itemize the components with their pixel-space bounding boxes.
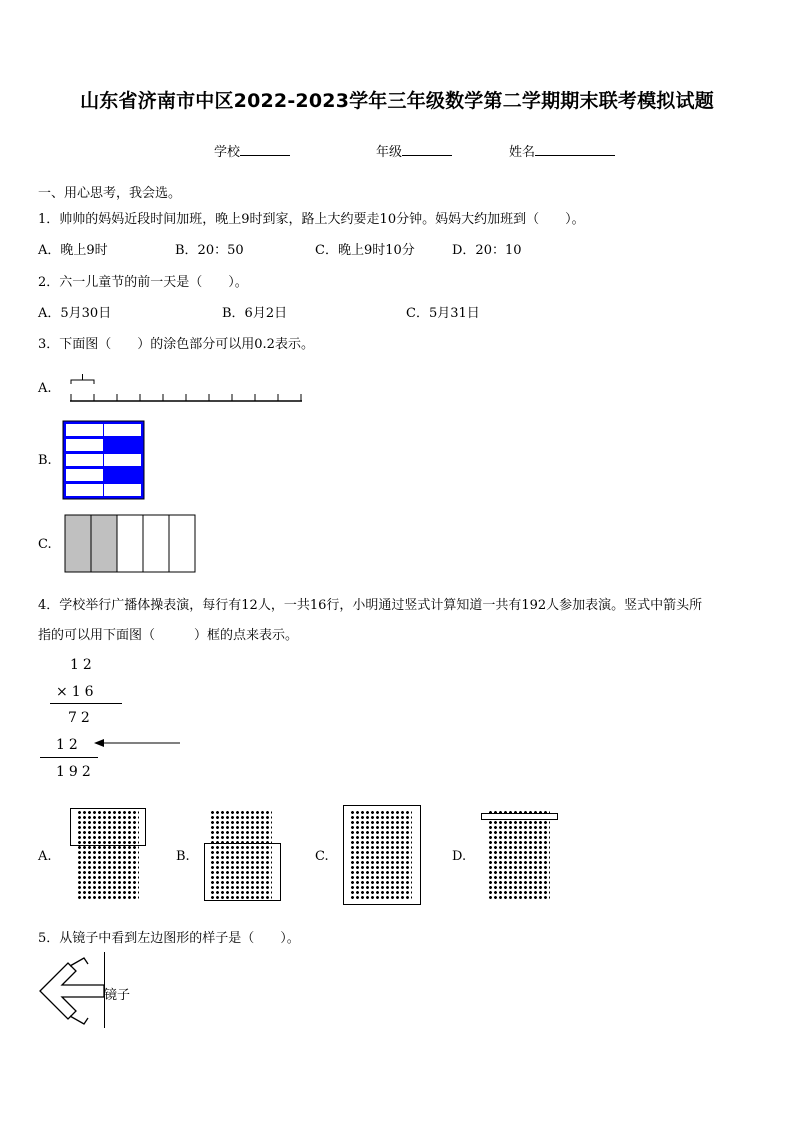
- q1-option-b[interactable]: B．20：50: [175, 243, 244, 258]
- q2-option-b[interactable]: B．6月2日: [222, 306, 288, 321]
- question-3: 3．下面图（ ）的涂色部分可以用0.2表示。: [38, 337, 314, 352]
- school-blank[interactable]: [240, 143, 290, 156]
- grade-field: [376, 141, 452, 160]
- arrow-shape-icon: [36, 954, 110, 1028]
- name-field: [509, 141, 615, 160]
- dot-frame-c: [343, 805, 421, 905]
- page-title: 山东省济南市中区2022-2023学年三年级数学第二学期期末联考模拟试题: [80, 90, 714, 112]
- dot-frame-b: [204, 843, 281, 901]
- q1-option-d[interactable]: D．20：10: [452, 243, 522, 258]
- q2-option-c[interactable]: C．5月31日: [406, 306, 480, 321]
- question-5: 5．从镜子中看到左边图形的样子是（ ）。: [38, 931, 300, 946]
- strip-figure: [64, 514, 198, 574]
- q3-option-a-label[interactable]: A.: [38, 381, 52, 396]
- grade-label: 年级: [376, 145, 403, 160]
- school-label: 学校: [214, 145, 241, 160]
- question-1: 1．帅帅的妈妈近段时间加班，晚上9时到家，路上大约要走10分钟。妈妈大约加班到（ ）。: [38, 212, 585, 227]
- q4-option-c-label[interactable]: C.: [315, 849, 329, 864]
- q4-option-b-label[interactable]: B.: [176, 849, 190, 864]
- q4-option-a-label[interactable]: A.: [38, 849, 52, 864]
- q2-option-a[interactable]: A．5月30日: [38, 306, 112, 321]
- calc-line-5: 192: [56, 764, 95, 780]
- q1-option-a[interactable]: A．晚上9时: [38, 243, 108, 258]
- q1-option-c[interactable]: C．晚上9时10分: [315, 243, 415, 258]
- calc-line-1: 12: [70, 657, 96, 673]
- q4-option-d-label[interactable]: D.: [452, 849, 467, 864]
- calc-rule-1: [50, 703, 122, 704]
- grid-figure: [62, 420, 146, 500]
- q3-option-c-label[interactable]: C.: [38, 537, 52, 552]
- section-heading: 一、用心思考，我会选。: [38, 186, 182, 201]
- calc-line-3: 72: [68, 710, 94, 726]
- calc-line-2: ×16: [56, 684, 98, 700]
- q3-option-b-label[interactable]: B.: [38, 453, 52, 468]
- school-field: [214, 141, 290, 160]
- name-label: 姓名: [509, 145, 536, 160]
- dot-array-d: [488, 810, 550, 900]
- arrow-icon: [92, 736, 184, 750]
- name-blank[interactable]: [535, 143, 615, 156]
- calc-line-4: 12: [56, 737, 82, 753]
- dot-frame-a: [70, 808, 146, 846]
- number-line-figure: [66, 370, 306, 406]
- question-2: 2．六一儿童节的前一天是（ ）。: [38, 275, 248, 290]
- question-4-line1: 4．学校举行广播体操表演，每行有12人，一共16行，小明通过竖式计算知道一共有192人参加表演。竖式中箭头所: [38, 598, 703, 613]
- question-4-line2: 指的可以用下面图（ ）框的点来表示。: [38, 628, 299, 643]
- dot-frame-d: [481, 813, 558, 820]
- grade-blank[interactable]: [402, 143, 452, 156]
- mirror-label: 镜子: [104, 988, 131, 1003]
- calc-rule-2: [40, 757, 98, 758]
